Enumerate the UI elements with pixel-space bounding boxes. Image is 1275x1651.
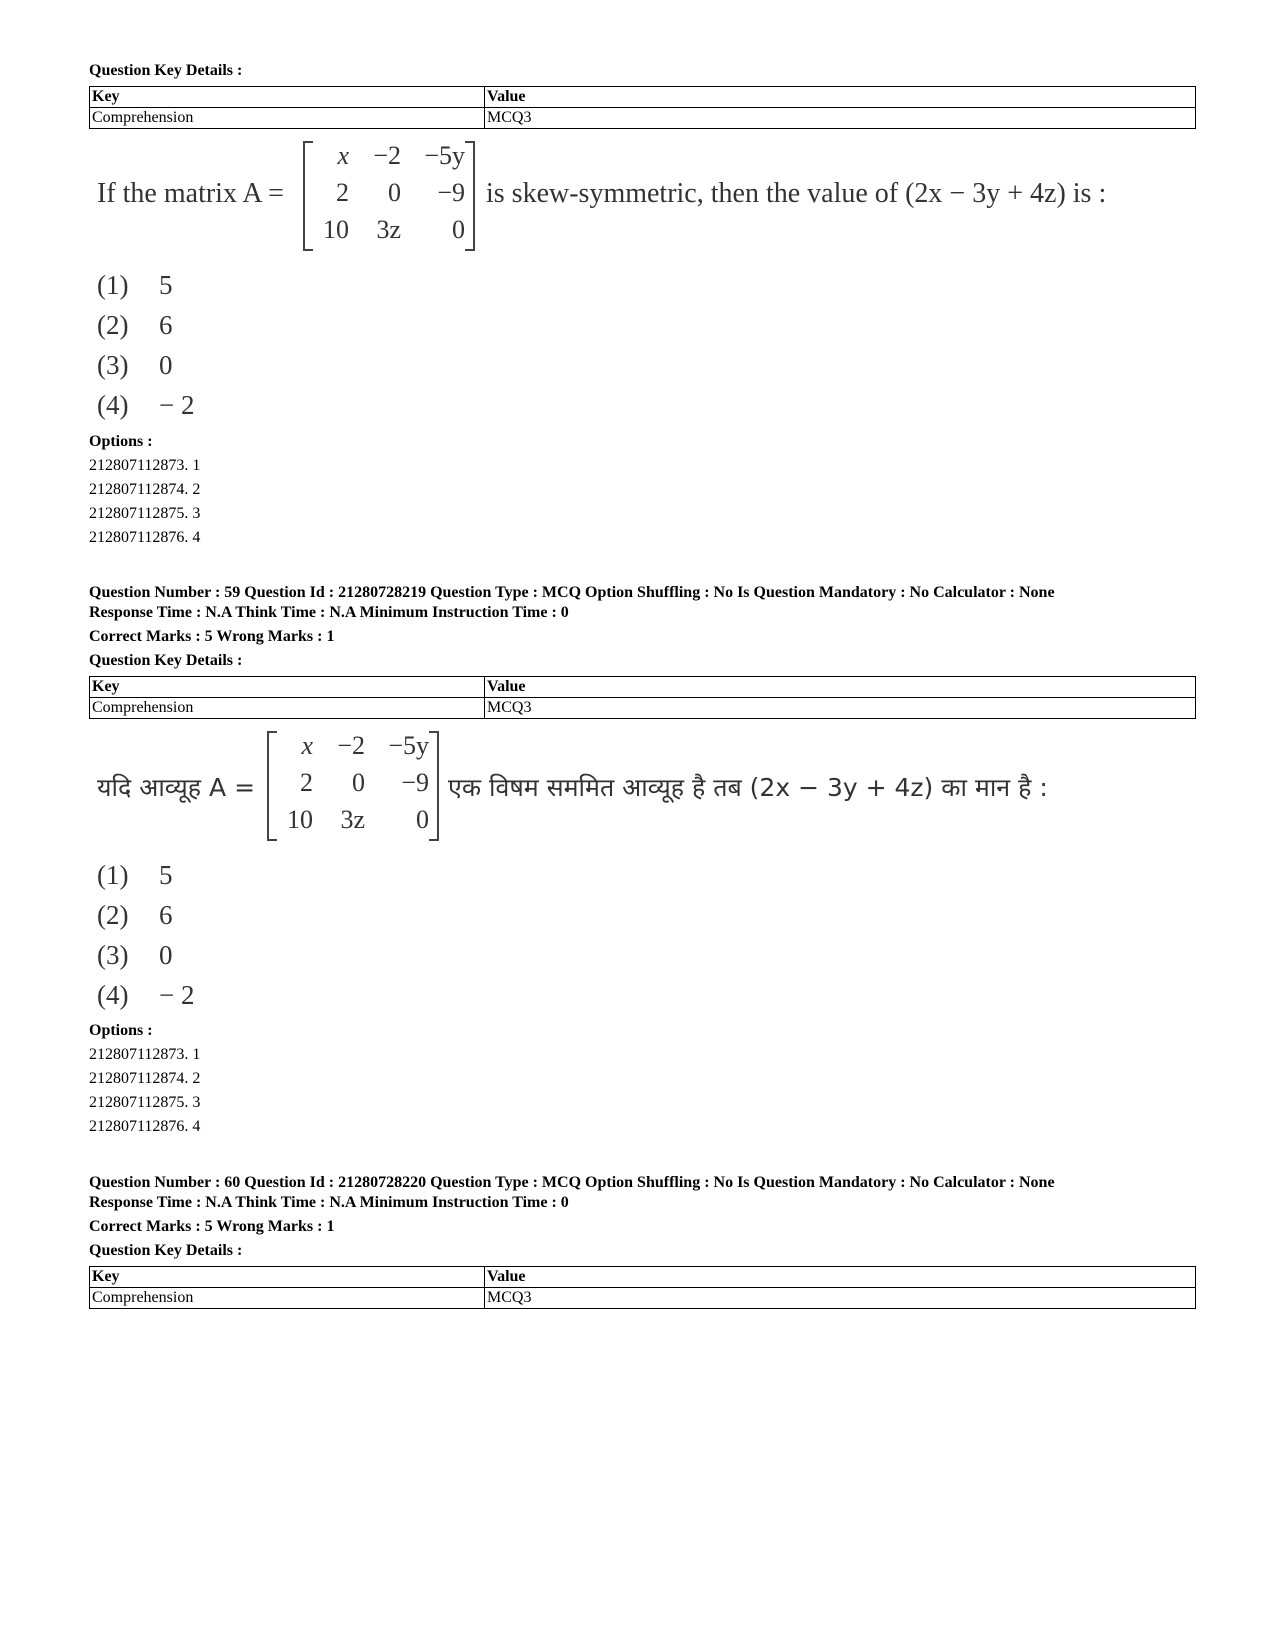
key-details-label: Question Key Details : (89, 652, 243, 669)
option-value: 5 (159, 860, 173, 890)
matrix-cell: 2 (336, 178, 349, 207)
matrix-cell: −9 (437, 178, 465, 207)
question-meta-line: Question Number : 60 Question Id : 21280728220 Question Type : MCQ Option Shuffling : No Is Question Mandatory : No Calculator : None (89, 1174, 1055, 1191)
table-header-key: Key (90, 1267, 485, 1288)
matrix-cell: x (301, 731, 313, 760)
matrix-left-bracket (267, 731, 277, 841)
table-header-value: Value (485, 677, 1196, 698)
question-option (97, 270, 173, 301)
options-label: Options : (89, 1022, 153, 1039)
option-id: 212807112875. 3 (89, 505, 201, 522)
matrix-cell: 10 (287, 805, 313, 834)
matrix-cell: 0 (388, 178, 401, 207)
question-meta-line: Response Time : N.A Think Time : N.A Minimum Instruction Time : 0 (89, 1194, 569, 1211)
options-label: Options : (89, 433, 153, 450)
question-option (97, 860, 173, 891)
option-number: (3) (97, 350, 129, 380)
option-value: 5 (159, 270, 173, 300)
question-option (97, 390, 194, 421)
option-number: (2) (97, 900, 129, 930)
question-option (97, 940, 173, 971)
table-header-value: Value (485, 87, 1196, 108)
table-cell-key: Comprehension (90, 1288, 485, 1309)
matrix-cell: 0 (352, 768, 365, 797)
key-details-table (89, 676, 1196, 719)
matrix-cell: 0 (416, 805, 429, 834)
question-option (97, 350, 173, 381)
key-details-table (89, 86, 1196, 129)
key-details-label: Question Key Details : (89, 1242, 243, 1259)
matrix-cell: −2 (337, 731, 365, 760)
question-meta-line: Question Number : 59 Question Id : 21280728219 Question Type : MCQ Option Shuffling : No Is Question Mandatory : No Calculator : None (89, 584, 1055, 601)
matrix-cell: 3z (340, 805, 365, 834)
option-value: 0 (159, 940, 173, 970)
option-id: 212807112873. 1 (89, 1046, 201, 1063)
question-stem-suffix: एक विषम सममित आव्यूह है तब (2x − 3y + 4z) का मान है : (448, 773, 1048, 802)
table-cell-key: Comprehension (90, 698, 485, 719)
option-id: 212807112876. 4 (89, 529, 201, 546)
option-number: (1) (97, 270, 129, 300)
question-option (97, 900, 173, 931)
matrix-cell: −2 (373, 141, 401, 170)
marks-line: Correct Marks : 5 Wrong Marks : 1 (89, 1218, 335, 1235)
key-details-table (89, 1266, 1196, 1309)
question-option (97, 980, 194, 1011)
option-number: (1) (97, 860, 129, 890)
matrix-cell: −9 (401, 768, 429, 797)
table-cell-value: MCQ3 (485, 1288, 1196, 1309)
matrix-cell: −5y (424, 141, 465, 170)
matrix-right-bracket (429, 731, 439, 841)
question-stem-prefix: यदि आव्यूह A = (97, 773, 256, 802)
matrix-cell: x (337, 141, 349, 170)
option-id: 212807112874. 2 (89, 1070, 201, 1087)
matrix-cell: 2 (300, 768, 313, 797)
marks-line: Correct Marks : 5 Wrong Marks : 1 (89, 628, 335, 645)
matrix-cell: 3z (376, 215, 401, 244)
option-id: 212807112873. 1 (89, 457, 201, 474)
matrix-cell: −5y (388, 731, 429, 760)
option-value: − 2 (159, 980, 195, 1010)
question-stem-suffix: is skew-symmetric, then the value of (2x − 3y + 4z) is : (486, 178, 1107, 209)
option-value: − 2 (159, 390, 195, 420)
question-stem-prefix: If the matrix A = (97, 178, 284, 209)
table-header-value: Value (485, 1267, 1196, 1288)
key-details-label: Question Key Details : (89, 62, 243, 79)
matrix-right-bracket (465, 141, 475, 251)
option-number: (4) (97, 980, 129, 1010)
table-cell-key: Comprehension (90, 108, 485, 129)
question-meta-line: Response Time : N.A Think Time : N.A Minimum Instruction Time : 0 (89, 604, 569, 621)
option-value: 6 (159, 900, 173, 930)
table-cell-value: MCQ3 (485, 108, 1196, 129)
option-id: 212807112876. 4 (89, 1118, 201, 1135)
question-option (97, 310, 173, 341)
matrix-left-bracket (303, 141, 313, 251)
option-number: (3) (97, 940, 129, 970)
matrix-cell: 0 (452, 215, 465, 244)
option-number: (2) (97, 310, 129, 340)
table-header-key: Key (90, 677, 485, 698)
option-id: 212807112875. 3 (89, 1094, 201, 1111)
matrix-a (303, 141, 475, 251)
table-header-key: Key (90, 87, 485, 108)
option-number: (4) (97, 390, 129, 420)
option-value: 0 (159, 350, 173, 380)
matrix-cell: 10 (323, 215, 349, 244)
table-cell-value: MCQ3 (485, 698, 1196, 719)
option-value: 6 (159, 310, 173, 340)
option-id: 212807112874. 2 (89, 481, 201, 498)
matrix-a (267, 731, 439, 841)
